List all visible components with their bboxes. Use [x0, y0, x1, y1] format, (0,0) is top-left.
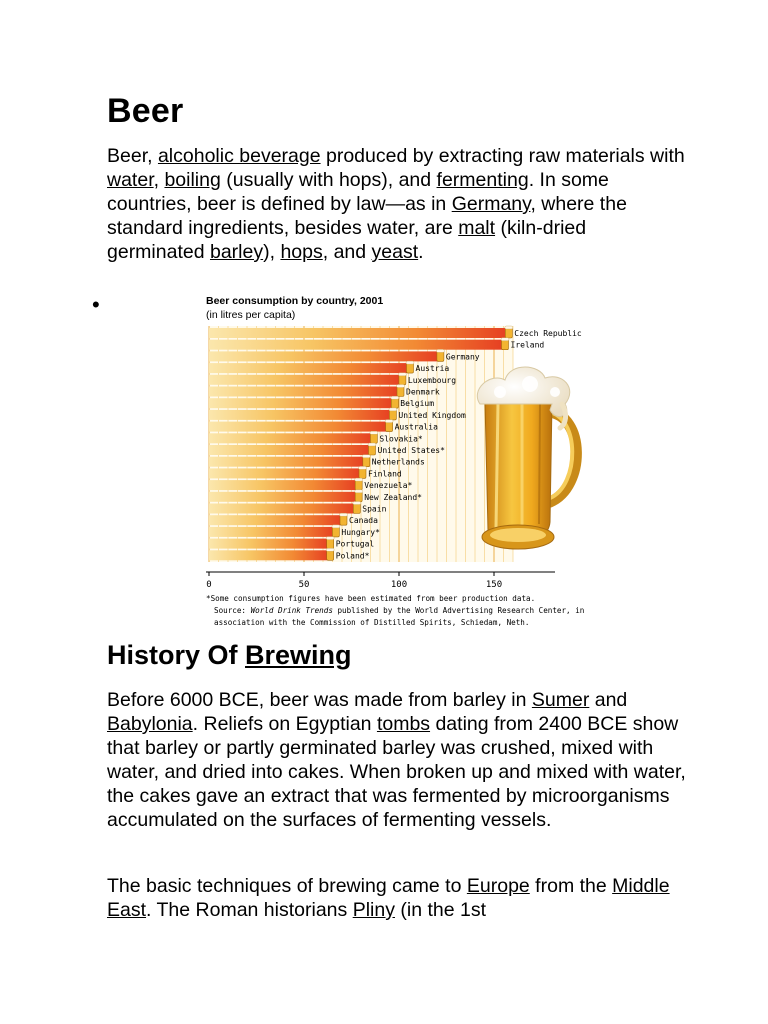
text-segment: (usually with hops), and [220, 169, 437, 191]
history-paragraph-1 [107, 688, 687, 832]
link-tombs[interactable]: tombs [376, 713, 431, 735]
bar-label: Venezuela* [364, 481, 413, 491]
link-babylonia[interactable]: Babylonia [107, 713, 193, 735]
mug-marker-icon [355, 490, 363, 502]
bar-label: United States* [377, 446, 445, 455]
bar-label: Belgium [400, 399, 435, 409]
link-alcoholic-beverage[interactable]: alcoholic beverage [157, 145, 321, 167]
link-europe[interactable]: Europe [466, 875, 530, 897]
bar-label: Slovakia* [379, 434, 423, 444]
source-title: World Drink Trends [250, 606, 333, 615]
text-segment: (kiln-dried germinated [107, 217, 587, 263]
text-segment: The basic techniques of brewing came to [107, 875, 467, 897]
link-malt[interactable]: malt [458, 217, 496, 239]
bar-united-states- [209, 445, 371, 455]
mug-marker-icon [406, 361, 414, 373]
bar-label: United Kingdom [398, 410, 466, 420]
page-title: Beer [107, 92, 184, 130]
text-segment: and [589, 689, 628, 711]
mug-marker-icon [353, 502, 361, 514]
bar-slovakia- [209, 433, 372, 443]
mug-marker-icon [391, 396, 399, 408]
bar-label: Poland* [335, 551, 370, 561]
bar-luxembourg [209, 375, 401, 385]
x-tick-label: 150 [485, 580, 503, 590]
bar-united-kingdom [209, 410, 391, 420]
bar-label: New Zealand* [364, 492, 422, 502]
mug-marker-icon [436, 349, 444, 361]
bar-australia [209, 422, 388, 432]
text-segment: dating from 2400 BCE show that barley or partly germinated barley was crushed, mixed with water, and dried into cakes. When broken up and mixed with water, the cakes gave an extract that was fermented by microorganisms accumulated on the surfaces of fermenting vessels. [107, 713, 686, 831]
bar-label: Hungary* [341, 527, 380, 537]
text-segment: . The Roman historians [146, 899, 353, 921]
mug-marker-icon [368, 443, 376, 455]
bar-ireland [209, 340, 504, 350]
bar-poland- [209, 550, 329, 560]
source-rest: published by the World Advertising Research Center, in [337, 606, 585, 615]
chart-title: Beer consumption by country, 2001 [206, 295, 384, 307]
link-middle-east[interactable]: Middle East [107, 875, 670, 921]
mug-marker-icon [340, 513, 348, 525]
bar-czech-republic [209, 328, 507, 338]
mug-marker-icon [385, 420, 393, 432]
text-segment: . Reliefs on Egyptian [192, 713, 377, 735]
history-heading [107, 640, 352, 671]
bar-netherlands [209, 457, 365, 467]
x-tick-label: 50 [298, 580, 310, 590]
chart-footnote: *Some consumption figures have been estimated from beer production data. [206, 594, 536, 603]
chart-subtitle: (in litres per capita) [206, 309, 296, 321]
beer-consumption-chart [200, 292, 585, 632]
text-segment: . In some countries, beer is defined by law—as in [107, 169, 609, 215]
mug-marker-icon [326, 548, 334, 560]
text-segment: . [418, 241, 424, 263]
bar-belgium [209, 398, 393, 408]
bar-label: Canada [349, 516, 378, 526]
bar-austria [209, 363, 409, 373]
link-germany[interactable]: Germany [451, 193, 531, 215]
bar-germany [209, 351, 439, 361]
mug-marker-icon [370, 431, 378, 443]
link-water[interactable]: water [107, 169, 154, 191]
bar-venezuela- [209, 480, 357, 490]
bullet-marker: • [92, 292, 100, 317]
bar-denmark [209, 387, 399, 397]
text-segment: , [153, 169, 165, 191]
bar-label: Finland [368, 469, 402, 479]
link-boiling[interactable]: boiling [164, 169, 221, 191]
link-fermenting[interactable]: fermenting [436, 169, 529, 191]
x-axis-ticks [206, 572, 502, 590]
link-sumer[interactable]: Sumer [531, 689, 590, 711]
mug-marker-icon [398, 373, 406, 385]
mug-marker-icon [332, 525, 340, 537]
history-heading-prefix: History Of [107, 640, 246, 670]
mug-marker-icon [501, 338, 509, 350]
chart-source-line2: association with the Commission of Distilled Spirits, Schiedam, Neth. [214, 618, 530, 627]
mug-marker-icon [359, 466, 367, 478]
bar-spain [209, 504, 355, 514]
brewing-link[interactable]: Brewing [245, 640, 352, 670]
mug-marker-icon [389, 408, 397, 420]
x-tick-label: 100 [390, 580, 408, 590]
bar-label: Ireland [510, 340, 545, 350]
mug-marker-icon [355, 478, 363, 490]
bar-label: Spain [362, 504, 387, 514]
mug-marker-icon [326, 537, 334, 549]
bar-label: Australia [394, 422, 438, 432]
text-segment: from the [529, 875, 613, 897]
chart-svg [200, 292, 585, 632]
link-barley[interactable]: barley [209, 241, 264, 263]
source-label: Source: [214, 606, 247, 615]
bar-label: Germany [445, 352, 480, 362]
mug-marker-icon [362, 455, 370, 467]
text-segment: Before 6000 BCE, beer was made from barley in [107, 689, 532, 711]
bar-label: Netherlands [371, 457, 425, 467]
link-hops[interactable]: hops [280, 241, 323, 263]
history-paragraph-2 [107, 874, 687, 922]
bar-label: Portugal [335, 539, 375, 549]
bar-finland [209, 468, 361, 478]
bar-portugal [209, 539, 329, 549]
x-tick-label: 0 [206, 580, 212, 590]
bar-label: Austria [415, 364, 450, 374]
bar-hungary- [209, 527, 334, 537]
text-segment: (in the 1st [394, 899, 487, 921]
intro-paragraph [107, 144, 687, 264]
bar-label: Luxembourg [407, 375, 457, 385]
text-segment: , and [322, 241, 372, 263]
beer-mug-illustration [477, 367, 576, 549]
bar-canada [209, 515, 342, 525]
chart-source [214, 606, 584, 615]
mug-marker-icon [397, 385, 405, 397]
bar-label: Denmark [406, 387, 440, 397]
bar-new-zealand- [209, 492, 357, 502]
text-segment: , where the standard ingredients, besides water, are [107, 193, 627, 239]
text-segment: ), [263, 241, 281, 263]
mug-marker-icon [505, 326, 513, 338]
text-segment: produced by extracting raw materials with [320, 145, 685, 167]
link-pliny[interactable]: Pliny [352, 899, 395, 921]
link-yeast[interactable]: yeast [371, 241, 419, 263]
bar-label: Czech Republic [514, 329, 582, 338]
text-segment: Beer, [107, 145, 158, 167]
